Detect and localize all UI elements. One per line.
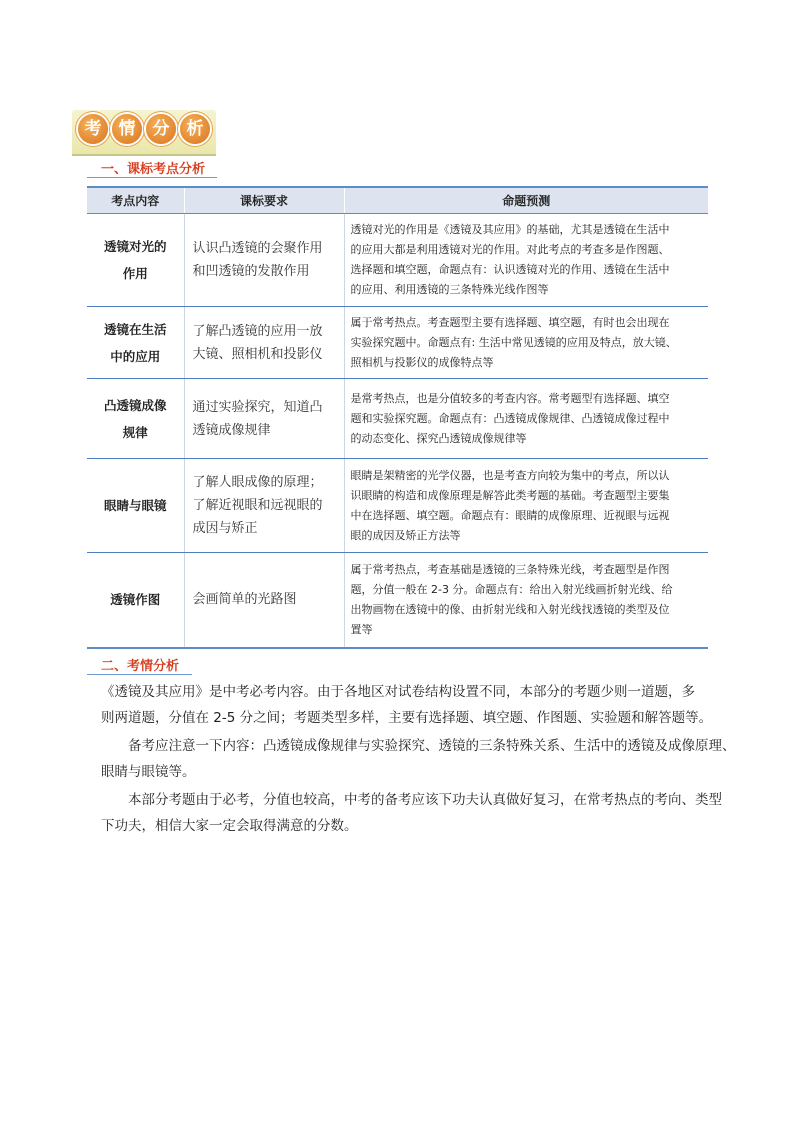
requirement-line: 和凹透镜的发散作用 — [192, 264, 310, 279]
requirement-line: 了解人眼成像的原理； — [192, 475, 323, 490]
requirement-cell — [184, 553, 344, 648]
paragraph-line: 本部分考题由于必考，分值也较高，中考的备考应该下功夫认真做好复习，在常考热点的考向、类型 — [128, 792, 722, 808]
topic-line: 凸透镜成像 — [103, 397, 167, 413]
requirement-line: 大镜、照相机和投影仪 — [192, 346, 323, 362]
topic-line: 透镜在生活 — [103, 321, 167, 337]
header-requirement: 课标要求 — [184, 187, 344, 214]
requirement-cell — [184, 379, 344, 459]
paragraph-line: 下功夫，相信大家一定会取得满意的分数。 — [101, 818, 358, 834]
table-row — [87, 553, 708, 648]
requirement-line: 会画简单的光路图 — [192, 592, 297, 608]
prediction-line: 眼的成因及矫正方法等 — [350, 528, 461, 542]
paragraph-line: 《透镜及其应用》是中考必考内容。由于各地区对试卷结构设置不同，本部分的考题少则一道题，多 — [101, 684, 695, 700]
prediction-line: 题和实验探究题。命题点有：凸透镜成像规律、凸透镜成像过程中 — [350, 411, 670, 425]
paragraph-3 — [101, 787, 722, 839]
prediction-line: 属于常考热点。考查题型主要有选择题、填空题，有时也会出现在 — [350, 315, 670, 329]
header-topic: 考点内容 — [87, 187, 184, 214]
banner-char-3: 分 — [146, 114, 176, 144]
topic-line: 中的应用 — [110, 348, 161, 364]
prediction-cell — [344, 459, 708, 553]
topic-line: 规律 — [122, 424, 148, 440]
banner-char-1: 考 — [78, 114, 108, 144]
prediction-line: 照相机与投影仪的成像特点等 — [350, 355, 494, 369]
requirement-line: 了解凸透镜的应用一放 — [192, 323, 323, 339]
prediction-cell — [344, 307, 708, 379]
prediction-line: 是常考热点，也是分值较多的考查内容。常考题型有选择题、填空 — [350, 391, 670, 405]
prediction-line: 的应用、利用透镜的三条特殊光线作图等 — [350, 283, 549, 296]
requirement-line: 了解近视眼和远视眼的 — [192, 498, 323, 513]
paragraph-2 — [101, 733, 736, 785]
banner-char-2: 情 — [112, 114, 142, 144]
banner-divider — [72, 154, 216, 156]
table-header-row — [87, 187, 708, 214]
topic-line: 眼睛与眼镜 — [103, 498, 167, 513]
topic-line: 透镜对光的 — [103, 239, 167, 254]
requirement-line: 认识凸透镜的会聚作用 — [192, 241, 323, 256]
requirement-line: 通过实验探究，知道凸 — [192, 399, 323, 415]
prediction-line: 的动态变化、探究凸透镜成像规律等 — [350, 431, 527, 445]
topic-line: 作用 — [122, 266, 148, 281]
requirement-cell — [184, 214, 344, 307]
prediction-line: 中在选择题、填空题。命题点有：眼睛的成像原理、近视眼与远视 — [350, 508, 670, 522]
prediction-line: 识眼睛的构造和成像原理是解答此类考题的基础。考查题型主要集 — [350, 488, 670, 502]
paragraph-line: 眼睛与眼镜等。 — [101, 764, 196, 780]
table-row — [87, 214, 708, 307]
paragraph-line: 则两道题，分值在 2-5 分之间；考题类型多样，主要有选择题、填空题、作图题、实验题和解答题等。 — [101, 710, 713, 726]
prediction-line: 实验探究题中。命题点有: 生活中常见透镜的应用及特点，放大镜、 — [350, 335, 677, 349]
requirement-cell — [184, 307, 344, 379]
topic-cell — [87, 379, 184, 459]
section1-heading: 一、课标考点分析 — [101, 162, 206, 177]
prediction-cell — [344, 379, 708, 459]
section2-heading: 二、考情分析 — [101, 659, 180, 674]
topic-line: 透镜作图 — [110, 592, 161, 608]
topic-cell — [87, 553, 184, 648]
prediction-line: 透镜对光的作用是《透镜及其应用》的基础，尤其是透镜在生活中 — [350, 223, 670, 236]
prediction-line: 题，分值一般在 2-3 分。命题点有：给出入射光线画折射光线、给 — [350, 582, 673, 596]
prediction-cell — [344, 214, 708, 307]
table-row — [87, 307, 708, 379]
banner-char-4: 析 — [180, 114, 210, 144]
requirement-line: 透镜成像规律 — [192, 422, 271, 438]
table-row — [87, 459, 708, 553]
prediction-line: 选择题和填空题，命题点有：认识透镜对光的作用、透镜在生活中 — [350, 263, 670, 276]
section1-underline — [87, 177, 217, 178]
section-banner — [72, 110, 216, 156]
prediction-line: 出物画物在透镜中的像、由折射光线和入射光线找透镜的类型及位 — [350, 602, 670, 616]
requirement-line: 成因与矫正 — [192, 521, 258, 536]
prediction-line: 眼睛是架精密的光学仪器，也是考查方向较为集中的考点，所以认 — [350, 468, 670, 482]
prediction-line: 置等 — [350, 622, 373, 636]
requirement-cell — [184, 459, 344, 553]
prediction-line: 属于常考热点，考查基础是透镜的三条特殊光线，考查题型是作图 — [350, 562, 670, 576]
topic-cell — [87, 214, 184, 307]
header-prediction: 命题预测 — [344, 187, 708, 214]
paragraph-line: 备考应注意一下内容：凸透镜成像规律与实验探究、透镜的三条特殊关系、生活中的透镜及成像原理、 — [128, 738, 736, 754]
prediction-line: 的应用大都是利用透镜对光的作用。对此考点的考查多是作图题、 — [350, 243, 670, 256]
paragraph-1 — [101, 679, 713, 731]
topic-cell — [87, 459, 184, 553]
topic-cell — [87, 307, 184, 379]
analysis-table — [87, 186, 708, 649]
prediction-cell — [344, 553, 708, 648]
section2-underline — [87, 674, 192, 675]
table-row — [87, 379, 708, 459]
